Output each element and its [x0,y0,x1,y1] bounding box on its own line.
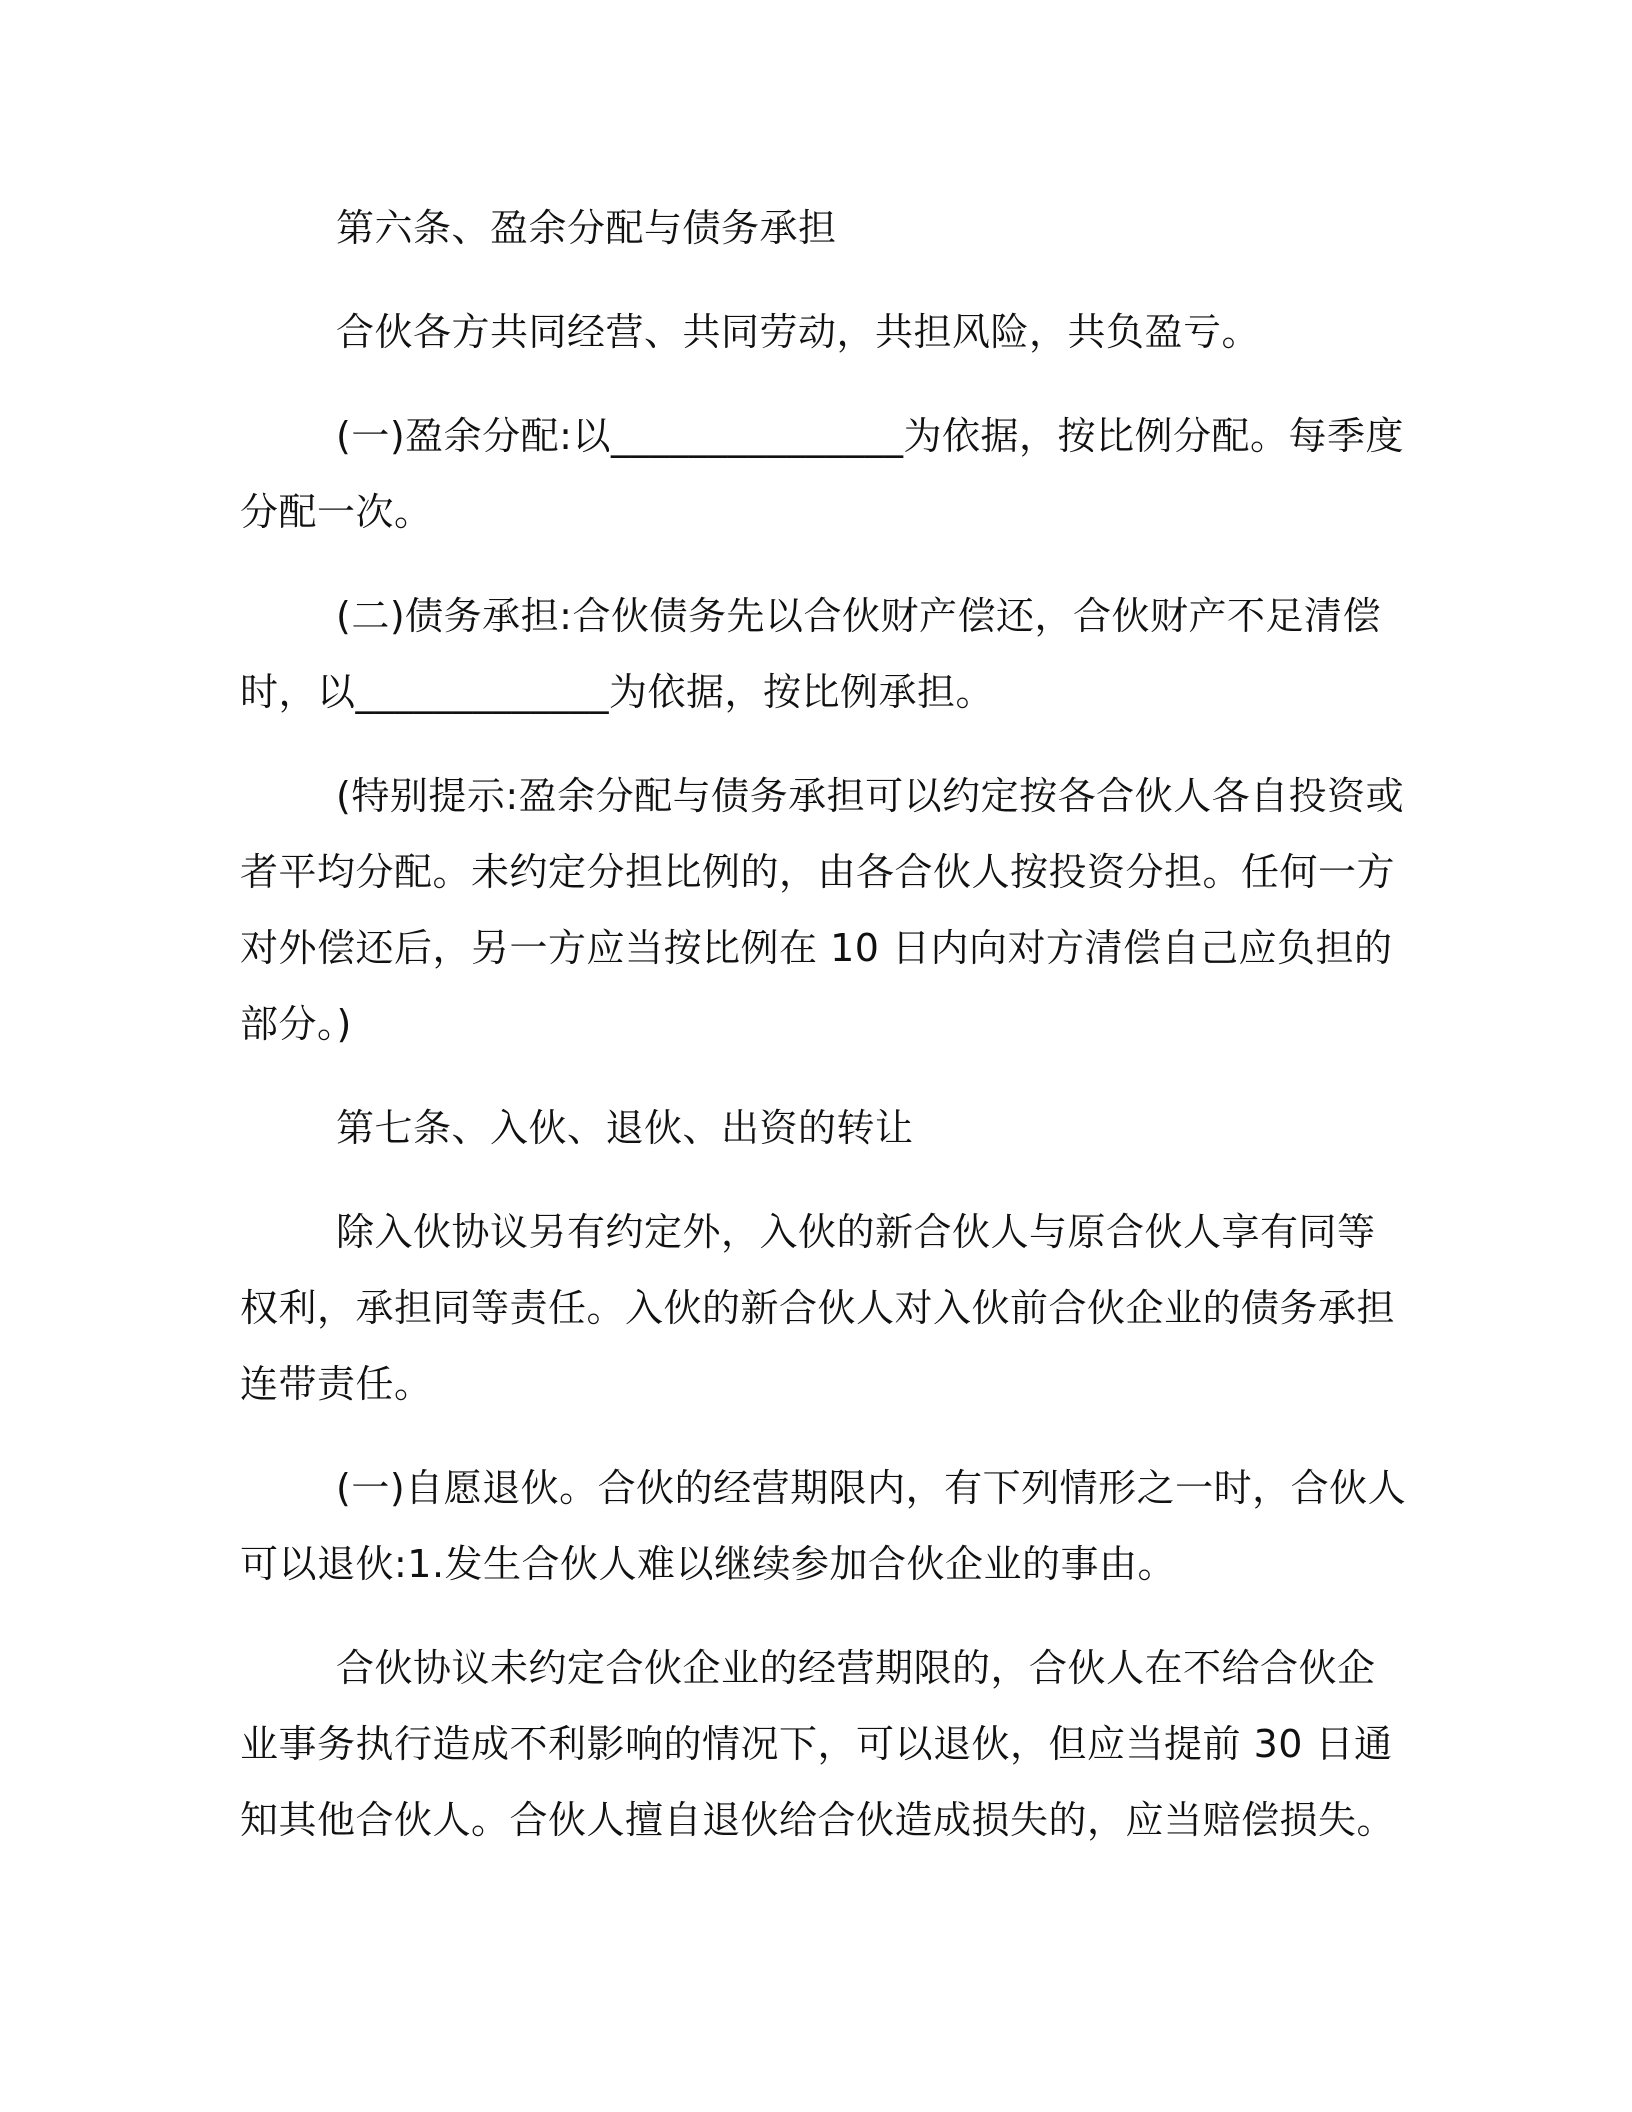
article-6-debt-bearing: (二)债务承担:合伙债务先以合伙财产偿还，合伙财产不足清偿时，以_____________为依据，按比例承担。 [240,594,1381,714]
document-page [240,190,1410,1858]
article-6-special-note: (特别提示:盈余分配与债务承担可以约定按各合伙人各自投资或者平均分配。未约定分担比例的，由各合伙人按投资分担。任何一方对外偿还后，另一方应当按比例在 10 日内向对方清偿自己应负担的部分。) [240,774,1405,1046]
article-6-profit-distribution: (一)盈余分配:以_______________为依据，按比例分配。每季度分配一次。 [240,414,1404,534]
article-7-heading: 第七条、入伙、退伙、出资的转让 [336,1106,914,1150]
article-6-heading: 第六条、盈余分配与债务承担 [336,206,837,250]
article-7-admission: 除入伙协议另有约定外，入伙的新合伙人与原合伙人享有同等权利，承担同等责任。入伙的新合伙人对入伙前合伙企业的债务承担连带责任。 [240,1210,1396,1406]
article-7-voluntary-withdrawal: (一)自愿退伙。合伙的经营期限内，有下列情形之一时，合伙人可以退伙:1.发生合伙人难以继续参加合伙企业的事由。 [240,1466,1407,1586]
article-7-withdrawal-notice: 合伙协议未约定合伙企业的经营期限的，合伙人在不给合伙企业事务执行造成不利影响的情况下，可以退伙，但应当提前 30 日通知其他合伙人。合伙人擅自退伙给合伙造成损失的，应当赔偿损失。 [240,1646,1396,1842]
article-6-intro: 合伙各方共同经营、共同劳动，共担风险，共负盈亏。 [336,310,1261,354]
